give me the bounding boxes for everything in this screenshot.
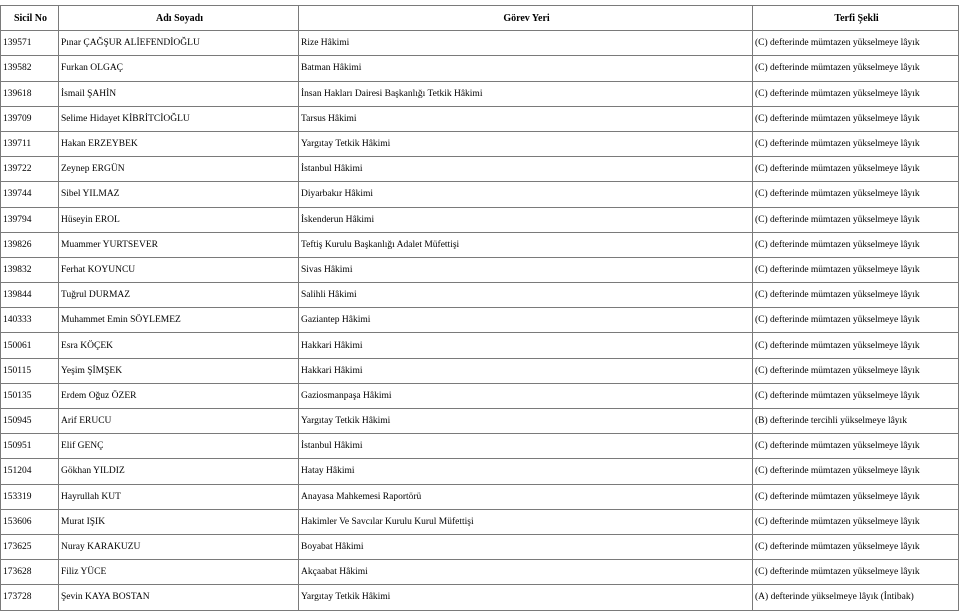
cell-registry-no: 173625 bbox=[1, 534, 59, 559]
cell-duty-station: Hakimler Ve Savcılar Kurulu Kurul Müfettişi bbox=[299, 509, 753, 534]
cell-full-name: Filiz YÜCE bbox=[59, 560, 299, 585]
table-row bbox=[1, 358, 959, 383]
cell-promotion-type: (C) defterinde mümtazen yükselmeye lâyık bbox=[753, 106, 959, 131]
cell-registry-no: 150135 bbox=[1, 383, 59, 408]
table-row bbox=[1, 207, 959, 232]
cell-duty-station: Batman Hâkimi bbox=[299, 56, 753, 81]
cell-registry-no: 150951 bbox=[1, 434, 59, 459]
cell-full-name: Elif GENÇ bbox=[59, 434, 299, 459]
cell-promotion-type: (C) defterinde mümtazen yükselmeye lâyık bbox=[753, 560, 959, 585]
cell-duty-station: İnsan Hakları Dairesi Başkanlığı Tetkik Hâkimi bbox=[299, 81, 753, 106]
cell-duty-station: Hatay Hâkimi bbox=[299, 459, 753, 484]
table-row bbox=[1, 383, 959, 408]
cell-duty-station: Anayasa Mahkemesi Raportörü bbox=[299, 484, 753, 509]
table-row bbox=[1, 509, 959, 534]
cell-duty-station: Hakkari Hâkimi bbox=[299, 333, 753, 358]
cell-full-name: Sibel YILMAZ bbox=[59, 182, 299, 207]
cell-full-name: Muhammet Emin SÖYLEMEZ bbox=[59, 308, 299, 333]
cell-promotion-type: (C) defterinde mümtazen yükselmeye lâyık bbox=[753, 283, 959, 308]
cell-full-name: Furkan OLGAÇ bbox=[59, 56, 299, 81]
cell-registry-no: 151204 bbox=[1, 459, 59, 484]
table-row bbox=[1, 459, 959, 484]
table-row bbox=[1, 182, 959, 207]
cell-duty-station: Diyarbakır Hâkimi bbox=[299, 182, 753, 207]
cell-promotion-type: (C) defterinde mümtazen yükselmeye lâyık bbox=[753, 308, 959, 333]
cell-promotion-type: (C) defterinde mümtazen yükselmeye lâyık bbox=[753, 31, 959, 56]
cell-full-name: Hüseyin EROL bbox=[59, 207, 299, 232]
cell-duty-station: Yargıtay Tetkik Hâkimi bbox=[299, 409, 753, 434]
cell-registry-no: 173628 bbox=[1, 560, 59, 585]
cell-duty-station: Salihli Hâkimi bbox=[299, 283, 753, 308]
cell-registry-no: 139794 bbox=[1, 207, 59, 232]
cell-promotion-type: (C) defterinde mümtazen yükselmeye lâyık bbox=[753, 358, 959, 383]
cell-promotion-type: (C) defterinde mümtazen yükselmeye lâyık bbox=[753, 56, 959, 81]
table-row bbox=[1, 283, 959, 308]
cell-duty-station: Akçaabat Hâkimi bbox=[299, 560, 753, 585]
document-page bbox=[0, 5, 960, 611]
cell-duty-station: Yargıtay Tetkik Hâkimi bbox=[299, 585, 753, 610]
cell-registry-no: 150115 bbox=[1, 358, 59, 383]
table-row bbox=[1, 484, 959, 509]
cell-full-name: Şevin KAYA BOSTAN bbox=[59, 585, 299, 610]
table-row bbox=[1, 409, 959, 434]
cell-promotion-type: (A) defterinde yükselmeye lâyık (İntibak) bbox=[753, 585, 959, 610]
table-row bbox=[1, 257, 959, 282]
promotion-table bbox=[0, 5, 959, 611]
cell-full-name: Hakan ERZEYBEK bbox=[59, 131, 299, 156]
cell-promotion-type: (C) defterinde mümtazen yükselmeye lâyık bbox=[753, 333, 959, 358]
table-row bbox=[1, 585, 959, 610]
cell-registry-no: 173728 bbox=[1, 585, 59, 610]
cell-full-name: Nuray KARAKUZU bbox=[59, 534, 299, 559]
cell-promotion-type: (C) defterinde mümtazen yükselmeye lâyık bbox=[753, 383, 959, 408]
cell-registry-no: 139832 bbox=[1, 257, 59, 282]
table-row bbox=[1, 106, 959, 131]
cell-registry-no: 139711 bbox=[1, 131, 59, 156]
table-row bbox=[1, 56, 959, 81]
cell-promotion-type: (C) defterinde mümtazen yükselmeye lâyık bbox=[753, 157, 959, 182]
table-row bbox=[1, 560, 959, 585]
cell-promotion-type: (C) defterinde mümtazen yükselmeye lâyık bbox=[753, 81, 959, 106]
cell-duty-station: Sivas Hâkimi bbox=[299, 257, 753, 282]
cell-duty-station: Teftiş Kurulu Başkanlığı Adalet Müfettişi bbox=[299, 232, 753, 257]
cell-promotion-type: (B) defterinde tercihli yükselmeye lâyık bbox=[753, 409, 959, 434]
cell-duty-station: İstanbul Hâkimi bbox=[299, 157, 753, 182]
cell-promotion-type: (C) defterinde mümtazen yükselmeye lâyık bbox=[753, 459, 959, 484]
cell-promotion-type: (C) defterinde mümtazen yükselmeye lâyık bbox=[753, 434, 959, 459]
cell-full-name: Erdem Oğuz ÖZER bbox=[59, 383, 299, 408]
cell-registry-no: 139722 bbox=[1, 157, 59, 182]
cell-duty-station: Boyabat Hâkimi bbox=[299, 534, 753, 559]
cell-duty-station: Gaziosmanpaşa Hâkimi bbox=[299, 383, 753, 408]
cell-full-name: İsmail ŞAHİN bbox=[59, 81, 299, 106]
cell-registry-no: 139709 bbox=[1, 106, 59, 131]
cell-promotion-type: (C) defterinde mümtazen yükselmeye lâyık bbox=[753, 509, 959, 534]
cell-registry-no: 153606 bbox=[1, 509, 59, 534]
cell-full-name: Zeynep ERGÜN bbox=[59, 157, 299, 182]
cell-full-name: Muammer YURTSEVER bbox=[59, 232, 299, 257]
cell-full-name: Ferhat KOYUNCU bbox=[59, 257, 299, 282]
table-row bbox=[1, 157, 959, 182]
cell-full-name: Hayrullah KUT bbox=[59, 484, 299, 509]
cell-registry-no: 139826 bbox=[1, 232, 59, 257]
table-row bbox=[1, 534, 959, 559]
cell-registry-no: 139582 bbox=[1, 56, 59, 81]
cell-registry-no: 139844 bbox=[1, 283, 59, 308]
cell-registry-no: 139618 bbox=[1, 81, 59, 106]
header-promotion-type: Terfi Şekli bbox=[753, 6, 959, 31]
cell-full-name: Esra KÖÇEK bbox=[59, 333, 299, 358]
cell-promotion-type: (C) defterinde mümtazen yükselmeye lâyık bbox=[753, 182, 959, 207]
cell-promotion-type: (C) defterinde mümtazen yükselmeye lâyık bbox=[753, 534, 959, 559]
cell-promotion-type: (C) defterinde mümtazen yükselmeye lâyık bbox=[753, 207, 959, 232]
cell-full-name: Arif ERUCU bbox=[59, 409, 299, 434]
table-row bbox=[1, 333, 959, 358]
cell-registry-no: 150945 bbox=[1, 409, 59, 434]
cell-promotion-type: (C) defterinde mümtazen yükselmeye lâyık bbox=[753, 232, 959, 257]
table-row bbox=[1, 131, 959, 156]
cell-registry-no: 139571 bbox=[1, 31, 59, 56]
cell-duty-station: Hakkari Hâkimi bbox=[299, 358, 753, 383]
table-row bbox=[1, 308, 959, 333]
table-row bbox=[1, 434, 959, 459]
table-body bbox=[1, 31, 959, 610]
table-row bbox=[1, 81, 959, 106]
cell-duty-station: Rize Hâkimi bbox=[299, 31, 753, 56]
cell-full-name: Murat IŞIK bbox=[59, 509, 299, 534]
header-duty-station: Görev Yeri bbox=[299, 6, 753, 31]
cell-promotion-type: (C) defterinde mümtazen yükselmeye lâyık bbox=[753, 257, 959, 282]
cell-full-name: Tuğrul DURMAZ bbox=[59, 283, 299, 308]
header-row bbox=[1, 6, 959, 31]
table-row bbox=[1, 232, 959, 257]
cell-full-name: Pınar ÇAĞŞUR ALİEFENDİOĞLU bbox=[59, 31, 299, 56]
cell-full-name: Gökhan YILDIZ bbox=[59, 459, 299, 484]
cell-registry-no: 139744 bbox=[1, 182, 59, 207]
cell-registry-no: 153319 bbox=[1, 484, 59, 509]
cell-promotion-type: (C) defterinde mümtazen yükselmeye lâyık bbox=[753, 131, 959, 156]
cell-duty-station: Yargıtay Tetkik Hâkimi bbox=[299, 131, 753, 156]
cell-duty-station: Gaziantep Hâkimi bbox=[299, 308, 753, 333]
cell-promotion-type: (C) defterinde mümtazen yükselmeye lâyık bbox=[753, 484, 959, 509]
header-full-name: Adı Soyadı bbox=[59, 6, 299, 31]
cell-registry-no: 150061 bbox=[1, 333, 59, 358]
cell-full-name: Selime Hidayet KİBRİTCİOĞLU bbox=[59, 106, 299, 131]
cell-duty-station: İstanbul Hâkimi bbox=[299, 434, 753, 459]
cell-full-name: Yeşim ŞİMŞEK bbox=[59, 358, 299, 383]
cell-duty-station: İskenderun Hâkimi bbox=[299, 207, 753, 232]
cell-duty-station: Tarsus Hâkimi bbox=[299, 106, 753, 131]
table-row bbox=[1, 31, 959, 56]
header-registry-no: Sicil No bbox=[1, 6, 59, 31]
cell-registry-no: 140333 bbox=[1, 308, 59, 333]
